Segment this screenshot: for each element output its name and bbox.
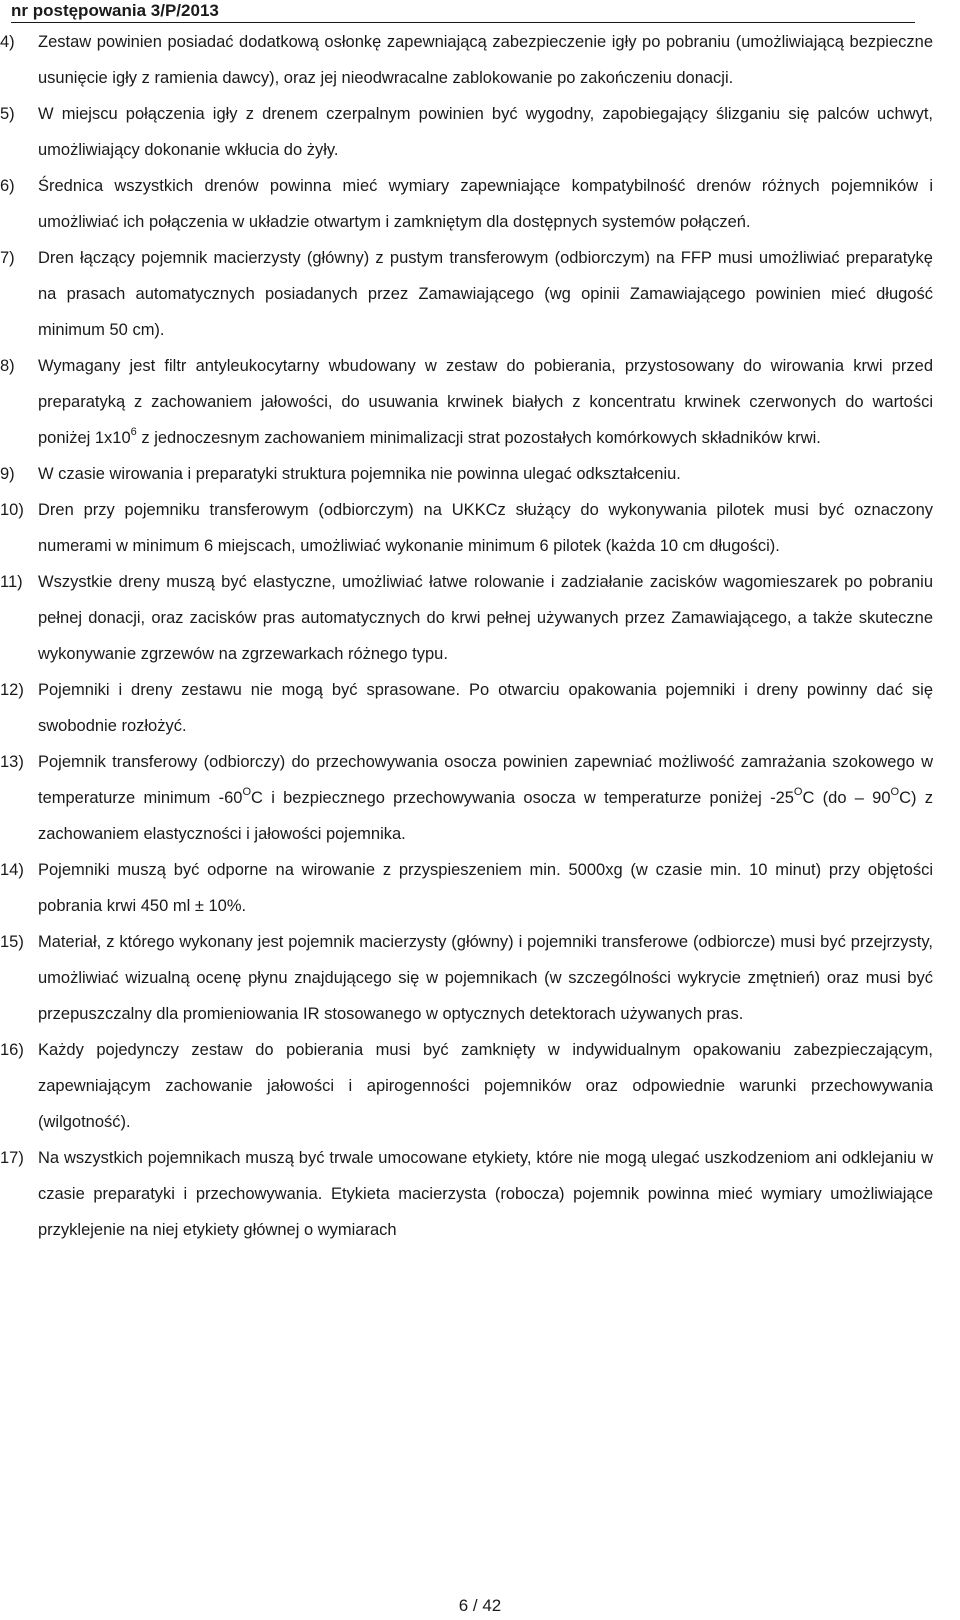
list-item-number: 9) — [0, 465, 15, 483]
text-run: Materiał, z którego wykonany jest pojemnik macierzysty (główny) i pojemniki transferowe (odbiorcze) musi być przejrzysty, umożliwiać wizualną ocenę płynu znajdującego się w pojemnikach (w szczególności wykrycie zmętnień) oraz musi być przepuszczalny dla promieniowania IR stosowanego w optycznych detektorach używanych pras. — [38, 933, 933, 1023]
text-run: Dren łączący pojemnik macierzysty (główny) z pustym transferowym (odbiorczym) na FFP musi umożliwiać preparatykę na prasach automatycznych posiadanych przez Zamawiającego (wg opinii Zamawiającego powinien mieć długość minimum 50 cm). — [38, 249, 933, 339]
list-item-text — [38, 24, 933, 96]
list-item — [0, 24, 960, 96]
list-item-number: 11) — [0, 573, 23, 591]
procurement-number: nr postępowania 3/P/2013 — [11, 1, 219, 20]
list-item-text — [38, 492, 933, 564]
list-item-number: 12) — [0, 681, 24, 699]
list-item — [0, 852, 960, 924]
text-run: Pojemnik transferowy (odbiorczy) do przechowywania osocza powinien zapewniać możliwość zamrażania szokowego w temperaturze minimum -60 — [38, 753, 933, 807]
list-item-number: 15) — [0, 933, 24, 951]
text-run: Wymagany jest filtr antyleukocytarny wbudowany w zestaw do pobierania, przystosowany do wirowania krwi przed preparatyką z zachowaniem jałowości, do usuwania krwinek białych z koncentratu krwinek czerwonych do wartości poniżej 1x10 — [38, 357, 933, 447]
list-item — [0, 1140, 960, 1248]
list-item-number: 4) — [0, 33, 15, 51]
page-number: 6 / 42 — [458, 1596, 502, 1615]
list-item-text — [38, 564, 933, 672]
list-item-text — [38, 672, 933, 744]
list-item-text — [38, 1140, 933, 1248]
text-run: z jednoczesnym zachowaniem minimalizacji strat pozostałych komórkowych składników krwi. — [136, 429, 821, 447]
list-item-number: 7) — [0, 249, 15, 267]
list-item — [0, 924, 960, 1032]
list-item — [0, 672, 960, 744]
superscript: O — [242, 786, 252, 798]
text-run: Zestaw powinien posiadać dodatkową osłonkę zapewniającą zabezpieczenie igły po pobraniu (umożliwiającą bezpieczne usunięcie igły z ramienia dawcy), oraz jej nieodwracalne zablokowanie po zakończeniu donacji. — [38, 33, 933, 87]
list-item-text — [38, 96, 933, 168]
list-item-text — [38, 1032, 933, 1140]
list-item-text — [38, 744, 933, 852]
text-run: C) z zachowaniem elastyczności i jałowości pojemnika. — [38, 789, 933, 843]
list-item-text — [38, 924, 933, 1032]
list-item — [0, 96, 960, 168]
text-run: C i bezpiecznego przechowywania osocza w temperaturze poniżej -25 — [251, 789, 794, 807]
text-run: W miejscu połączenia igły z drenem czerpalnym powinien być wygodny, zapobiegający ślizganiu się palców uchwyt, umożliwiający dokonanie wkłucia do żyły. — [38, 105, 933, 159]
list-item-text — [38, 240, 933, 348]
list-item-number: 17) — [0, 1149, 24, 1167]
list-item — [0, 240, 960, 348]
list-item-number: 16) — [0, 1041, 24, 1059]
text-run: Średnica wszystkich drenów powinna mieć wymiary zapewniające kompatybilność drenów różnych pojemników i umożliwiać ich połączenia w układzie otwartym i zamkniętym dla dostępnych systemów połączeń. — [38, 177, 933, 231]
list-item-number: 10) — [0, 501, 24, 519]
list-item-number: 6) — [0, 177, 15, 195]
requirements-list — [0, 24, 960, 1248]
list-item-text — [38, 456, 933, 492]
list-item-text — [38, 348, 933, 456]
text-run: Wszystkie dreny muszą być elastyczne, umożliwiać łatwe rolowanie i zadziałanie zacisków wagomieszarek po pobraniu pełnej donacji, oraz zacisków pras automatycznych do krwi pełnej używanych przez Zamawiającego, a także skuteczne wykonywanie zgrzewów na zgrzewarkach różnego typu. — [38, 573, 933, 663]
list-item — [0, 348, 960, 456]
list-item-text — [38, 168, 933, 240]
text-run: Na wszystkich pojemnikach muszą być trwale umocowane etykiety, które nie mogą ulegać uszkodzeniom ani odklejaniu w czasie preparatyki i przechowywania. Etykieta macierzysta (robocza) pojemnik powinna mieć wymiary umożliwiające przyklejenie na niej etykiety głównej o wymiarach — [38, 1149, 933, 1239]
list-item — [0, 1032, 960, 1140]
text-run: C (do – 90 — [802, 789, 891, 807]
list-item-text — [38, 852, 933, 924]
page-header — [11, 0, 915, 23]
text-run: Każdy pojedynczy zestaw do pobierania musi być zamknięty w indywidualnym opakowaniu zabezpieczającym, zapewniającym zachowanie jałowości i apirogenności pojemników oraz odpowiednie warunki przechowywania (wilgotność). — [38, 1041, 933, 1131]
text-run: Pojemniki muszą być odporne na wirowanie z przyspieszeniem min. 5000xg (w czasie min. 10 minut) przy objętości pobrania krwi 450 ml ± 10%. — [38, 861, 933, 915]
list-item-number: 13) — [0, 753, 24, 771]
list-item — [0, 744, 960, 852]
text-run: Pojemniki i dreny zestawu nie mogą być sprasowane. Po otwarciu opakowania pojemniki i dreny powinny dać się swobodnie rozłożyć. — [38, 681, 933, 735]
text-run: W czasie wirowania i preparatyki struktura pojemnika nie powinna ulegać odkształceniu. — [38, 465, 681, 483]
superscript: O — [793, 786, 803, 798]
superscript: 6 — [130, 426, 137, 438]
list-item-number: 5) — [0, 105, 15, 123]
list-item-number: 8) — [0, 357, 15, 375]
list-item — [0, 492, 960, 564]
text-run: Dren przy pojemniku transferowym (odbiorczym) na UKKCz służący do wykonywania pilotek musi być oznaczony numerami w minimum 6 miejscach, umożliwiać wykonanie minimum 6 pilotek (każda 10 cm długości). — [38, 501, 933, 555]
superscript: O — [890, 786, 900, 798]
list-item — [0, 168, 960, 240]
list-item — [0, 456, 960, 492]
list-item-number: 14) — [0, 861, 24, 879]
list-item — [0, 564, 960, 672]
